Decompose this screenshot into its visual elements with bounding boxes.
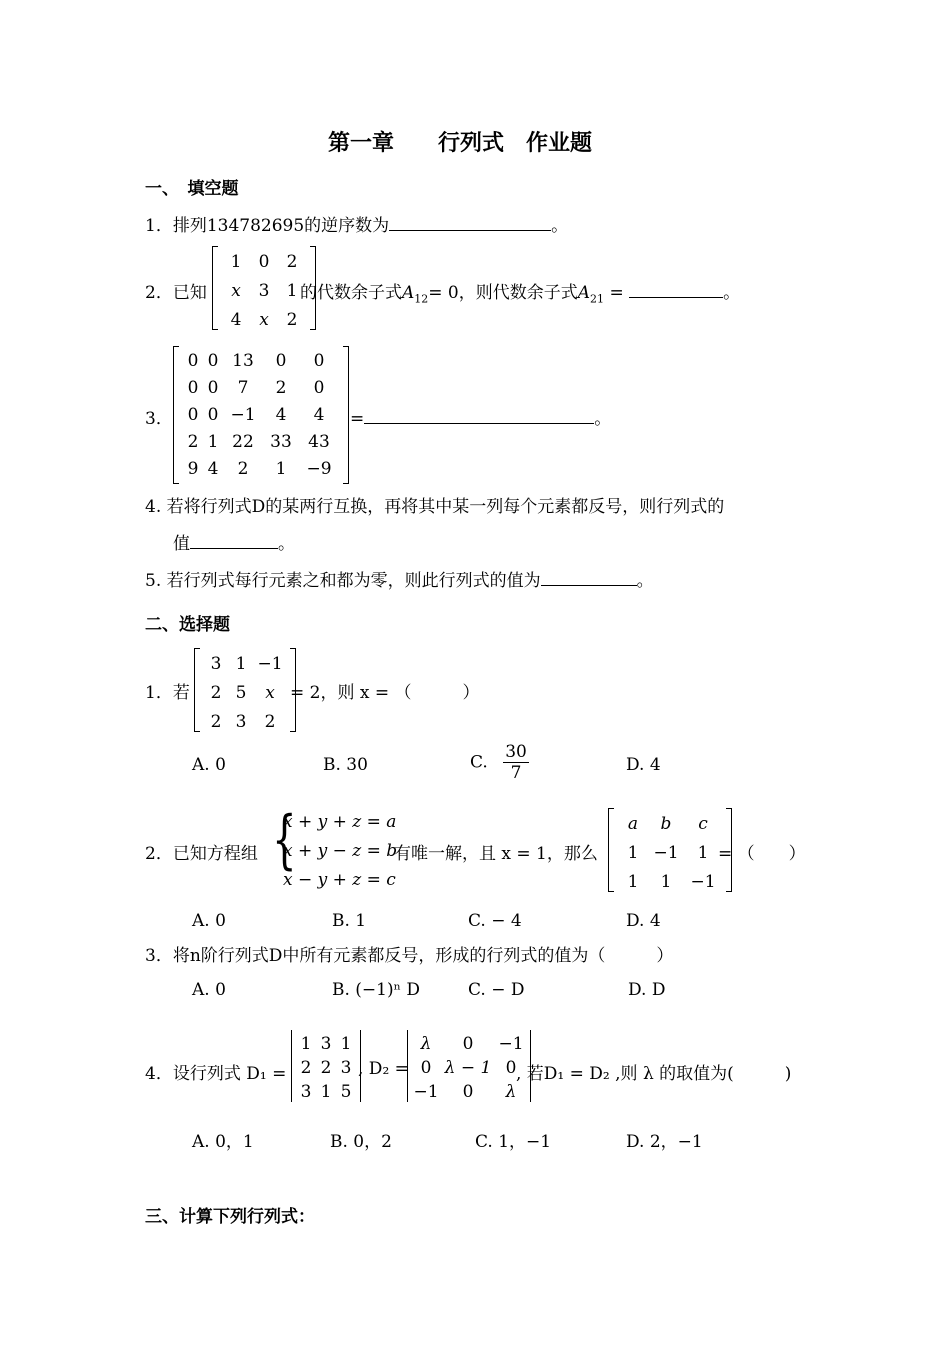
matrix-cell: x [231,281,241,301]
matrix-cell: 2 [210,683,222,703]
matrix-cell: −1 [498,1033,524,1054]
matrix-cell: 0 [207,405,219,425]
fill-q2-eq0: = 0，则代数余子式 [428,283,578,303]
matrix-cell: −9 [306,459,332,479]
matrix-cell: −1 [413,1081,439,1102]
matrix-cell: 33 [270,432,292,452]
matrix-cell: 1 [230,252,242,272]
a21-sub: 21 [590,292,605,306]
matrix-cell: 2 [300,1057,312,1078]
page-title: 第一章 行列式 作业题 [328,130,593,156]
matrix-cell: 1 [275,459,287,479]
fill-q2-mid: 的代数余子式 [300,283,402,303]
choice-q1-pre: 1．若 [145,683,190,703]
choice-q1-matrix [194,648,296,732]
choice-q4-post: , 若D₁ = D₂ ,则 λ 的取值为( ) [516,1064,792,1084]
matrix-cell: 0 [207,378,219,398]
matrix-cell: 0 [462,1081,474,1102]
fill-q2-pre: 2．已知 [145,283,207,303]
option-c-label: C. [470,752,488,773]
choice-q2-post: = （ ） [718,844,806,864]
fill-q4-text2: 值 [173,534,190,554]
matrix-cell: 2 [286,310,298,330]
choice-q3-option-a[interactable]: A. 0 [192,980,226,1000]
matrix-cell: 3 [235,712,247,732]
fill-q3-blank[interactable] [364,405,594,424]
equation-system [283,808,397,895]
equation-3: x − y + z = c [283,870,396,890]
matrix-cell: x [259,310,269,330]
matrix-cell: 1 [627,872,639,892]
matrix-cell: 1 [286,281,298,301]
fill-q5-text: 5. 若行列式每行元素之和都为零，则此行列式的值为 [145,571,541,591]
matrix-cell: 0 [187,351,199,371]
matrix-cell: 1 [207,432,219,452]
choice-q1-option-c[interactable] [470,742,529,783]
fraction-numerator: 30 [505,742,527,762]
matrix-cell: 0 [187,378,199,398]
matrix-cell: 2 [187,432,199,452]
matrix-cell: 3 [300,1081,312,1102]
matrix-cell: 3 [210,654,222,674]
matrix-cell: 0 [207,351,219,371]
choice-q2-mid: 有唯一解，且 x = 1，那么 [394,844,598,864]
fill-q2-blank[interactable] [629,279,723,298]
fill-q3-matrix [173,346,349,484]
matrix-cell: b [660,814,672,834]
fill-q2-eq: = [609,283,624,303]
section3-heading: 三、计算下列行列式： [145,1207,315,1227]
matrix-cell: λ − 1 [444,1057,492,1078]
choice-q4-option-b[interactable]: B. 0，2 [330,1132,392,1152]
matrix-cell: 4 [275,405,287,425]
fill-q5-end: 。 [636,571,654,591]
option-c-fraction [503,742,529,783]
choice-q3-option-d[interactable]: D. D [628,980,666,1000]
matrix-cell: 0 [258,252,270,272]
matrix-cell: 22 [232,432,254,452]
matrix-cell: −1 [690,872,716,892]
matrix-cell: 0 [313,351,325,371]
matrix-cell: 0 [420,1057,432,1078]
fill-q5 [145,566,654,591]
fill-q4-line1: 4. 若将行列式D的某两行互换，再将其中某一列每个元素都反号，则行列式的 [145,497,725,517]
matrix-cell: 1 [300,1033,312,1054]
matrix-cell: 1 [235,654,247,674]
section1-heading: 一、 填空题 [145,179,239,199]
matrix-cell: 2 [237,459,249,479]
matrix-cell: 2 [210,712,222,732]
matrix-cell: 0 [313,378,325,398]
a12-sub: 12 [414,292,429,306]
matrix-cell: x [265,683,275,703]
matrix-cell: 3 [320,1033,332,1054]
section2-heading: 二、选择题 [145,615,230,635]
fill-q2-end: 。 [723,283,741,303]
matrix-cell: 13 [232,351,254,371]
matrix-cell: 3 [258,281,270,301]
choice-q2-matrix [608,808,732,892]
fill-q3-label: 3． [145,409,173,429]
system-brace: { [272,803,297,877]
fill-q1 [145,211,568,236]
matrix-cell: 2 [275,378,287,398]
matrix-cell: 1 [697,843,709,863]
a12-symbol: A [402,283,415,303]
matrix-cell: 5 [235,683,247,703]
fraction-denominator: 7 [510,763,522,783]
matrix-cell: 9 [187,459,199,479]
matrix-cell: 4 [230,310,242,330]
d2-determinant [407,1030,531,1102]
choice-q2-option-a[interactable]: A. 0 [192,911,226,931]
matrix-cell: 0 [505,1057,517,1078]
fill-q1-blank[interactable] [389,212,551,231]
matrix-cell: λ [420,1033,432,1054]
equation-1: x + y + z = a [283,812,397,832]
matrix-cell: 2 [286,252,298,272]
matrix-cell: 43 [308,432,330,452]
choice-q1-option-a[interactable]: A. 0 [192,755,226,775]
fill-q2-rest [300,278,740,305]
matrix-cell: 2 [264,712,276,732]
choice-q4-option-d[interactable]: D. 2，−1 [626,1132,703,1152]
matrix-cell: 4 [313,405,325,425]
choice-q2-option-b[interactable]: B. 1 [332,911,367,931]
equation-2: x + y − z = b [283,841,398,861]
matrix-cell: a [627,814,639,834]
matrix-cell: −1 [257,654,283,674]
matrix-cell: 0 [462,1033,474,1054]
fill-q4-line2 [173,529,295,554]
choice-q1-post: = 2，则 x = （ ） [290,683,480,703]
d1-determinant [291,1030,361,1102]
matrix-cell: −1 [230,405,256,425]
matrix-cell: 0 [187,405,199,425]
choice-q3-text: 3．将n阶行列式D中所有元素都反号，形成的行列式的值为（ ） [145,946,674,966]
choice-q2-pre: 2．已知方程组 [145,844,258,864]
fill-q1-end: 。 [551,216,569,236]
choice-q4-option-a[interactable]: A. 0，1 [192,1132,254,1152]
choice-q4-comma: , D₂ = [358,1059,409,1079]
fill-q3-eq: = [350,409,365,429]
matrix-cell: 4 [207,459,219,479]
matrix-cell: 1 [340,1033,352,1054]
matrix-cell: λ [505,1081,517,1102]
fill-q4-end: 。 [278,534,295,554]
matrix-cell: c [698,814,708,834]
choice-q1-option-b[interactable]: B. 30 [323,755,368,775]
fill-q3-rest [350,404,611,429]
fill-q3-end: 。 [594,409,612,429]
choice-q2-option-d[interactable]: D. 4 [626,911,661,931]
matrix-cell: 1 [627,843,639,863]
fill-q1-text: 1．排列134782695的逆序数为 [145,216,390,236]
matrix-cell: 3 [340,1057,352,1078]
fill-q4-blank[interactable] [190,530,278,549]
matrix-cell: 1 [660,872,672,892]
a21-symbol: A [577,283,591,303]
matrix-cell: 7 [237,378,249,398]
matrix-cell: 1 [320,1081,332,1102]
choice-q1-option-d[interactable]: D. 4 [626,755,661,775]
choice-q4-option-c[interactable]: C. 1，−1 [475,1132,552,1152]
choice-q2-option-c[interactable]: C. − 4 [468,911,522,931]
choice-q4-pre: 4．设行列式 D₁ = [145,1064,287,1084]
choice-q3-option-b[interactable]: B. (−1)ⁿ D [332,980,421,1000]
matrix-cell: 0 [275,351,287,371]
fill-q5-blank[interactable] [541,567,637,586]
choice-q3-option-c[interactable]: C. − D [468,980,525,1000]
matrix-cell: 2 [320,1057,332,1078]
matrix-cell: −1 [653,843,679,863]
matrix-cell: 5 [340,1081,352,1102]
